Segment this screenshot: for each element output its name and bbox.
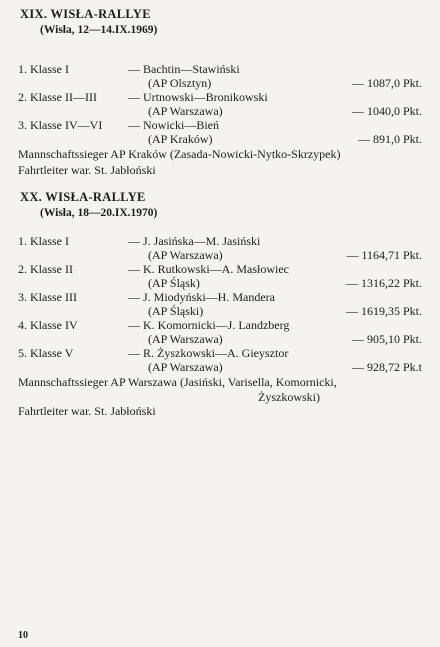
section-subtitle-xix: (Wisła, 12—14.IX.1969) xyxy=(40,24,158,36)
entry-club: (AP Warszawa) xyxy=(148,360,223,374)
entry-score: — 1040,0 Pkt. xyxy=(351,104,422,118)
entry-score: — 1164,71 Pkt. xyxy=(346,248,422,262)
entry-rank: 1. Klasse I xyxy=(18,234,69,248)
team-winner-continued: Żyszkowski) xyxy=(258,390,320,404)
rally-director: Fahrtleiter war. St. Jabłoński xyxy=(18,404,156,418)
entry-club: (AP Kraków) xyxy=(148,132,213,146)
entry-crew: — J. Jasińska—M. Jasiński xyxy=(128,234,261,248)
entry-rank: 4. Klasse IV xyxy=(18,318,78,332)
entry-crew: — J. Miodyński—H. Mandera xyxy=(128,290,275,304)
section-title-xx: XX. WISŁA-RALLYE xyxy=(20,190,146,204)
entry-crew: — Nowicki—Bień xyxy=(128,118,219,132)
team-winner: Mannschaftssieger AP Warszawa (Jasiński, Varisella, Komornicki, xyxy=(18,375,337,389)
entry-score: — 1316,22 Pkt. xyxy=(345,276,422,290)
entry-rank: 2. Klasse II xyxy=(18,262,73,276)
team-winner: Mannschaftssieger AP Kraków (Zasada-Nowicki-Nytko-Skrzypek) xyxy=(18,147,341,161)
entry-score: — 928,72 Pk.t xyxy=(351,360,422,374)
entry-club: (AP Warszawa) xyxy=(148,104,223,118)
entry-rank: 3. Klasse IV—VI xyxy=(18,118,103,132)
entry-score: — 1087,0 Pkt. xyxy=(351,76,422,90)
entry-crew: — K. Komornicki—J. Landzberg xyxy=(128,318,290,332)
entry-crew: — Urtnowski—Bronikowski xyxy=(128,90,268,104)
entry-score: — 891,0 Pkt. xyxy=(357,132,422,146)
entry-score: — 905,10 Pkt. xyxy=(351,332,422,346)
entry-crew: — Bachtin—Stawiński xyxy=(128,62,240,76)
entry-crew: — R. Żyszkowski—A. Gieysztor xyxy=(128,346,289,360)
entry-rank: 1. Klasse I xyxy=(18,62,69,76)
entry-rank: 3. Klasse III xyxy=(18,290,77,304)
entry-club: (AP Warszawa) xyxy=(148,248,223,262)
entry-crew: — K. Rutkowski—A. Masłowiec xyxy=(128,262,289,276)
entry-club: (AP Warszawa) xyxy=(148,332,223,346)
entry-club: (AP Śląsk) xyxy=(148,276,200,290)
entry-score: — 1619,35 Pkt. xyxy=(345,304,422,318)
section-subtitle-xx: (Wisła, 18—20.IX.1970) xyxy=(40,207,158,219)
page-number: 10 xyxy=(18,630,28,641)
entry-club: (AP Olsztyn) xyxy=(148,76,212,90)
entry-rank: 2. Klasse II—III xyxy=(18,90,97,104)
section-title-xix: XIX. WISŁA-RALLYE xyxy=(20,7,151,21)
rally-director: Fahrtleiter war. St. Jabłoński xyxy=(18,163,156,177)
entry-club: (AP Śląski) xyxy=(148,304,204,318)
entry-rank: 5. Klasse V xyxy=(18,346,74,360)
